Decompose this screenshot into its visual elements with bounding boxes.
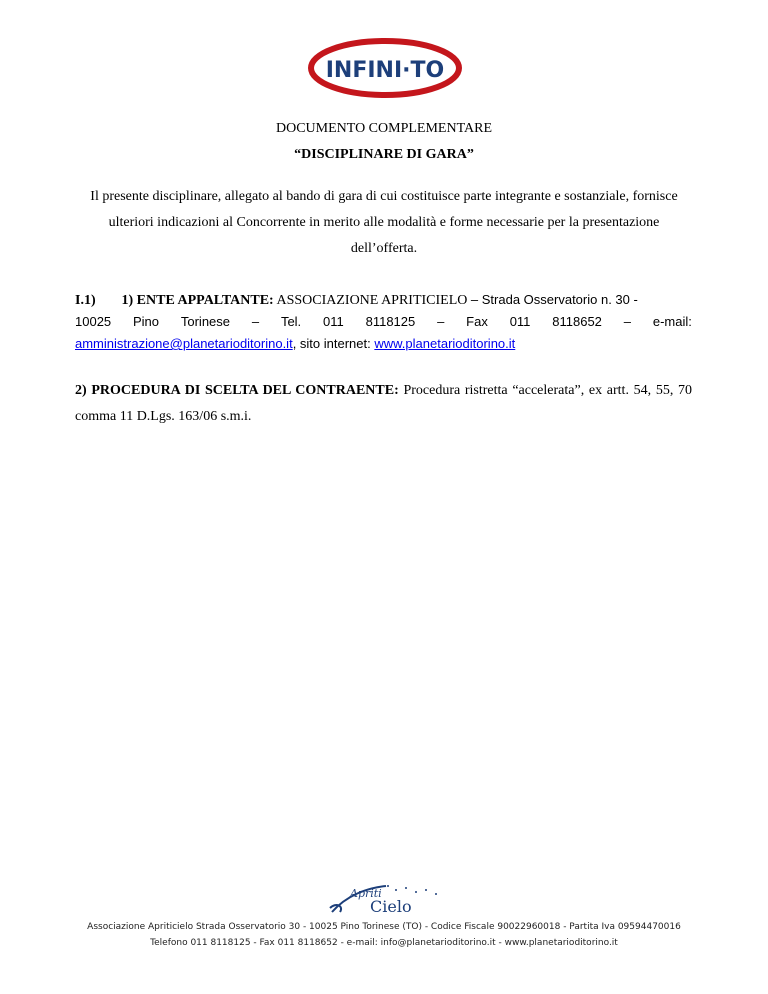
section-1-heading (75, 290, 638, 311)
word: Torinese (180, 314, 231, 329)
infinito-logo (306, 38, 464, 98)
section-1-links-line (75, 335, 515, 353)
word: 011 (509, 314, 531, 329)
logo-text: INFINI·TO (325, 58, 445, 83)
word: Fax (466, 314, 488, 329)
footer-contacts: Telefono 011 8118125 - Fax 011 8118652 - e-mail: info@planetarioditorino.it - www.planetarioditorino.it (150, 938, 618, 948)
entity-name: ASSOCIAZIONE APRITICIELO (276, 293, 468, 308)
section-2-text: Procedura ristretta “accelerata”, ex artt. 54, 55, 70 comma 11 D.Lgs. 163/06 s.m.i. (75, 383, 693, 424)
document-title: “DISCIPLINARE DI GARA” (294, 147, 474, 162)
document-type: DOCUMENTO COMPLEMENTARE (275, 121, 492, 136)
email-link[interactable]: amministrazione@planetarioditorino.it (75, 336, 293, 351)
word: 10025 (75, 314, 112, 329)
word: 011 (323, 314, 344, 329)
website-link[interactable]: www.planetarioditorino.it (374, 336, 516, 351)
section-2-label: 2) PROCEDURA DI SCELTA DEL CONTRAENTE: (75, 383, 399, 398)
word: 8118125 (365, 314, 416, 329)
word: e-mail: (652, 314, 692, 329)
logo-text-bottom: Cielo (370, 897, 412, 916)
section-number: I.1) (75, 293, 96, 308)
intro-paragraph: Il presente disciplinare, allegato al bando di gara di cui costituisce parte integrante e sostanziale, fornisce ulteriori indicazioni al Concorrente in merito alle modalità e forme necessarie per la presentazione dell’offerta. (90, 189, 678, 256)
section-label: 1) ENTE APPALTANTE: (121, 293, 274, 308)
logo-text-top: Apriti (350, 887, 382, 900)
word: 8118652 (552, 314, 602, 329)
section-1-contact-line (75, 313, 692, 331)
footer-address: Associazione Apriticielo Strada Osservatorio 30 - 10025 Pino Torinese (TO) - Codice Fiscale 90022960018 - Partita Iva 09594470016 (87, 922, 681, 932)
word: Pino (133, 314, 160, 329)
word: Tel. (280, 314, 302, 329)
site-prefix: , sito internet: (292, 336, 371, 351)
word: – (623, 314, 631, 329)
apriticielo-logo (326, 882, 444, 916)
address-start: – Strada Osservatorio n. 30 - (470, 292, 638, 307)
section-2-paragraph (75, 378, 692, 430)
word: – (437, 314, 445, 329)
word: – (251, 314, 260, 329)
